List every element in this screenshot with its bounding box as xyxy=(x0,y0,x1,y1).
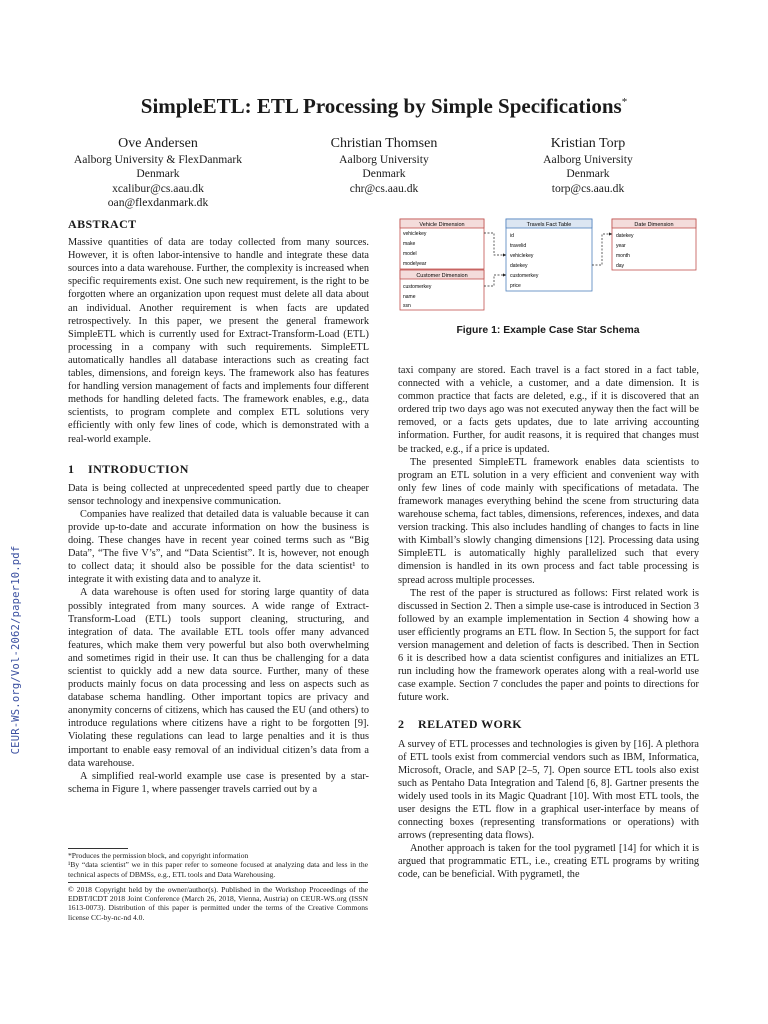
table-title: Date Dimension xyxy=(634,222,674,228)
author-name: Ove Andersen xyxy=(118,136,198,151)
sidebar-url[interactable] xyxy=(9,535,23,765)
table-field: month xyxy=(616,253,630,259)
author-affiliation: Aalborg University & FlexDanmark xyxy=(73,153,243,166)
footnotes xyxy=(68,848,368,922)
table-field: modelyear xyxy=(403,261,427,267)
table-field: vehiclekey xyxy=(510,253,534,259)
table-field: datekey xyxy=(510,263,528,269)
left-column xyxy=(68,218,369,796)
figure-caption: Figure 1: Example Case Star Schema xyxy=(456,325,640,336)
vehicle-dimension-table xyxy=(400,219,484,269)
table-title: Vehicle Dimension xyxy=(419,222,465,228)
table-field: ssn xyxy=(403,303,411,309)
author-email: xcalibur@cs.aau.dk xyxy=(112,181,204,195)
table-field: model xyxy=(403,251,417,257)
author-country: Denmark xyxy=(566,167,610,181)
author-affiliation: Aalborg University xyxy=(543,153,633,166)
abstract-text: Massive quantities of data are today collected from many sources. However, it is often labor-intensive to handle and integrate these data sources into a data warehouse. Further, the complexity is increased when specific requirements exist. One such new requirement, is the right to be forgotten where an organization upon request must delete all data about an individual. Another requirement is when facts are updated retrospectively. In this paper, we present the general framework SimpleETL which is currently used for Extract-Transform-Load (ETL) processing in a company with such requirements. SimpleETL automatically handles all database interactions such as creating fact tables, dimensions, and foreign keys. The framework also has features for handling version management of facts and implements four different methods for handling deleted facts. The framework enables, e.g., data scientists, to program complete and complex ETL solutions very efficiently with only few lines of code, which is demonstrated with a real-world example. xyxy=(68,237,369,445)
right-column xyxy=(398,364,699,882)
footnote: *Produces the permission block, and copyright information xyxy=(68,851,249,860)
author-name: Kristian Torp xyxy=(550,136,626,151)
author-block xyxy=(294,135,474,196)
author-block xyxy=(68,135,248,210)
table-field: travelid xyxy=(510,243,527,249)
table-field: year xyxy=(616,243,626,249)
paragraph: The rest of the paper is structured as follows: First related work is discussed in Section 2. Then a simple use-case is introduced in Section 3 followed by an example implementation in Section 4 showing how a user efficiently programs an ETL flow. In Section 5, the support for fact version management and deletion of facts is described. Then in Section 6 it is described how a data scientist configures and initializes an ETL run including how the framework operates along with a real-world use case example. Section 7 concludes the paper and points to directions for future work. xyxy=(398,587,699,704)
paragraph: A data warehouse is often used for storing large quantity of data possibly integrated from many sources. A wide range of Extract-Transform-Load (ETL) tools support cleaning, structuring, and integration of data. The available ETL tools offer many advanced features, which make them very powerful but also both overwhelming and sometimes rigid in their use. It can thus be challenging for a data scientist to quickly add a new data source. Further, many of these products mainly focus on data processing and less on aspects such as database schema handling. Other important topics are privacy and anonymity concerns of citizens, which has caused the EU (and others) to introduce regulations where citizens have a right to be forgotten [9]. Violating these regulations can lead to large penalties and it is thus important to enable easy removal of an individual citizen’s data from a data warehouse. xyxy=(68,587,369,769)
author-block xyxy=(498,135,678,196)
table-field: datekey xyxy=(616,233,634,239)
table-field: vehiclekey xyxy=(403,231,427,237)
author-email: chr@cs.aau.dk xyxy=(349,181,419,195)
paragraph: taxi company are stored. Each travel is a fact stored in a fact table, connected with a vehicle, a customer, and a date dimension. It is common practice that facts are deleted, e.g., if it is discovered that an ordered trip two days ago was not executed anyway then the fact will be removed, or a facts gets updates, due to late arriving accounting information. Further, for audit reasons, it is required that changes must be tracked, e.g., if a price is updated. xyxy=(398,365,699,455)
paragraph: The presented SimpleETL framework enables data scientists to program an ETL solution in a very efficient and convenient way with only few lines of code mainly with specifications of metadata. The framework manages everything behind the scene from structuring data warehouse schema, fact tables, dimensions, references, indexes, and data version tracking. This also includes handling of changes to facts in line with Kimball’s slowly changing dimensions [12]. Processing data using SimpleETL is automatically highly parallelized such that every dimension is handled in its own process and fact table processing is spread across multiple processes. xyxy=(398,456,699,586)
table-title: Customer Dimension xyxy=(416,273,468,279)
paragraph: A simplified real-world example use case is presented by a star-schema in Figure 1, where passenger travels carried out by a xyxy=(68,770,369,795)
paragraph: Data is being collected at unprecedented speed partly due to cheaper sensor technology and inexpensive communication. xyxy=(68,482,369,507)
date-connector xyxy=(592,234,612,265)
table-title: Travels Fact Table xyxy=(526,222,572,228)
author-country: Denmark xyxy=(362,167,406,181)
footnote: ¹By “data scientist” we in this paper refer to someone focused at analyzing data and less in the technical aspects of DBMSs, e.g., ETL tools and Data Warehousing. xyxy=(68,860,368,879)
paragraph: A survey of ETL processes and technologies is given by [16]. A plethora of ETL tools exist from commercial vendors such as IBM, Informatica, Microsoft, Oracle, and SAP [2–5, 7]. Open source ETL tools also exist such as Pentaho Data Integration and Talend [6, 8]. Gartner presents the widely used tools in its Magic Quadrant [10]. With most ETL tools, the user designs the ETL flow in a graphical user-interface by means of connecting boxes (representing transformations or operations) with arrows (representing data flows). xyxy=(398,738,699,842)
vehicle-connector xyxy=(484,233,506,255)
paragraph: Companies have realized that detailed data is valuable because it can provide up-to-date and accurate information on how the business is doing. These changes have in recent year coined terms such as “Big Data”, “The five V’s”, and “Data Scientist”. It is, however, not enough to collect data; it should also be possible for the data scientist¹ to integrate it with existing data and to analyze it. xyxy=(68,508,369,586)
author-email: torp@cs.aau.dk xyxy=(551,181,625,195)
sidebar-url-text: CEUR-WS.org/Vol-2062/paper10.pdf xyxy=(10,545,22,755)
author-email: oan@flexdanmark.dk xyxy=(107,195,209,209)
author-affiliation: Aalborg University xyxy=(339,153,429,166)
section-heading: 2 RELATED WORK xyxy=(398,717,523,732)
section-heading: 1 INTRODUCTION xyxy=(68,461,189,476)
table-field: day xyxy=(616,263,625,269)
paragraph: Another approach is taken for the tool pygrametl [14] for which it is argued that programmatic ETL, i.e., creating ETL programs by writing code, can be beneficial. With pygrametl, the xyxy=(398,843,699,881)
table-field: name xyxy=(403,294,416,300)
date-dimension-table xyxy=(612,219,696,270)
copyright-notice: © 2018 Copyright held by the owner/author(s). Published in the Workshop Proceedings of the EDBT/ICDT 2018 Joint Conference (March 26, 2018, Vienna, Austria) on CEUR-WS.org (ISSN 1613-0073). Distribution of this paper is permitted under the terms of the Creative Commons license CC-by-nc-nd 4.0. xyxy=(68,884,368,922)
customer-dimension-table xyxy=(400,270,484,310)
abstract-heading: ABSTRACT xyxy=(68,217,137,231)
table-field: customerkey xyxy=(403,284,432,290)
travels-fact-table xyxy=(506,219,592,291)
star-schema-figure xyxy=(398,218,698,318)
table-field: customerkey xyxy=(510,273,539,279)
table-field: id xyxy=(510,233,514,239)
customer-connector xyxy=(484,275,506,286)
paper-title: SimpleETL: ETL Processing by Simple Specifications* xyxy=(140,94,628,118)
table-field: price xyxy=(510,283,521,289)
author-country: Denmark xyxy=(136,167,180,181)
author-name: Christian Thomsen xyxy=(330,136,438,151)
table-field: make xyxy=(403,241,416,247)
